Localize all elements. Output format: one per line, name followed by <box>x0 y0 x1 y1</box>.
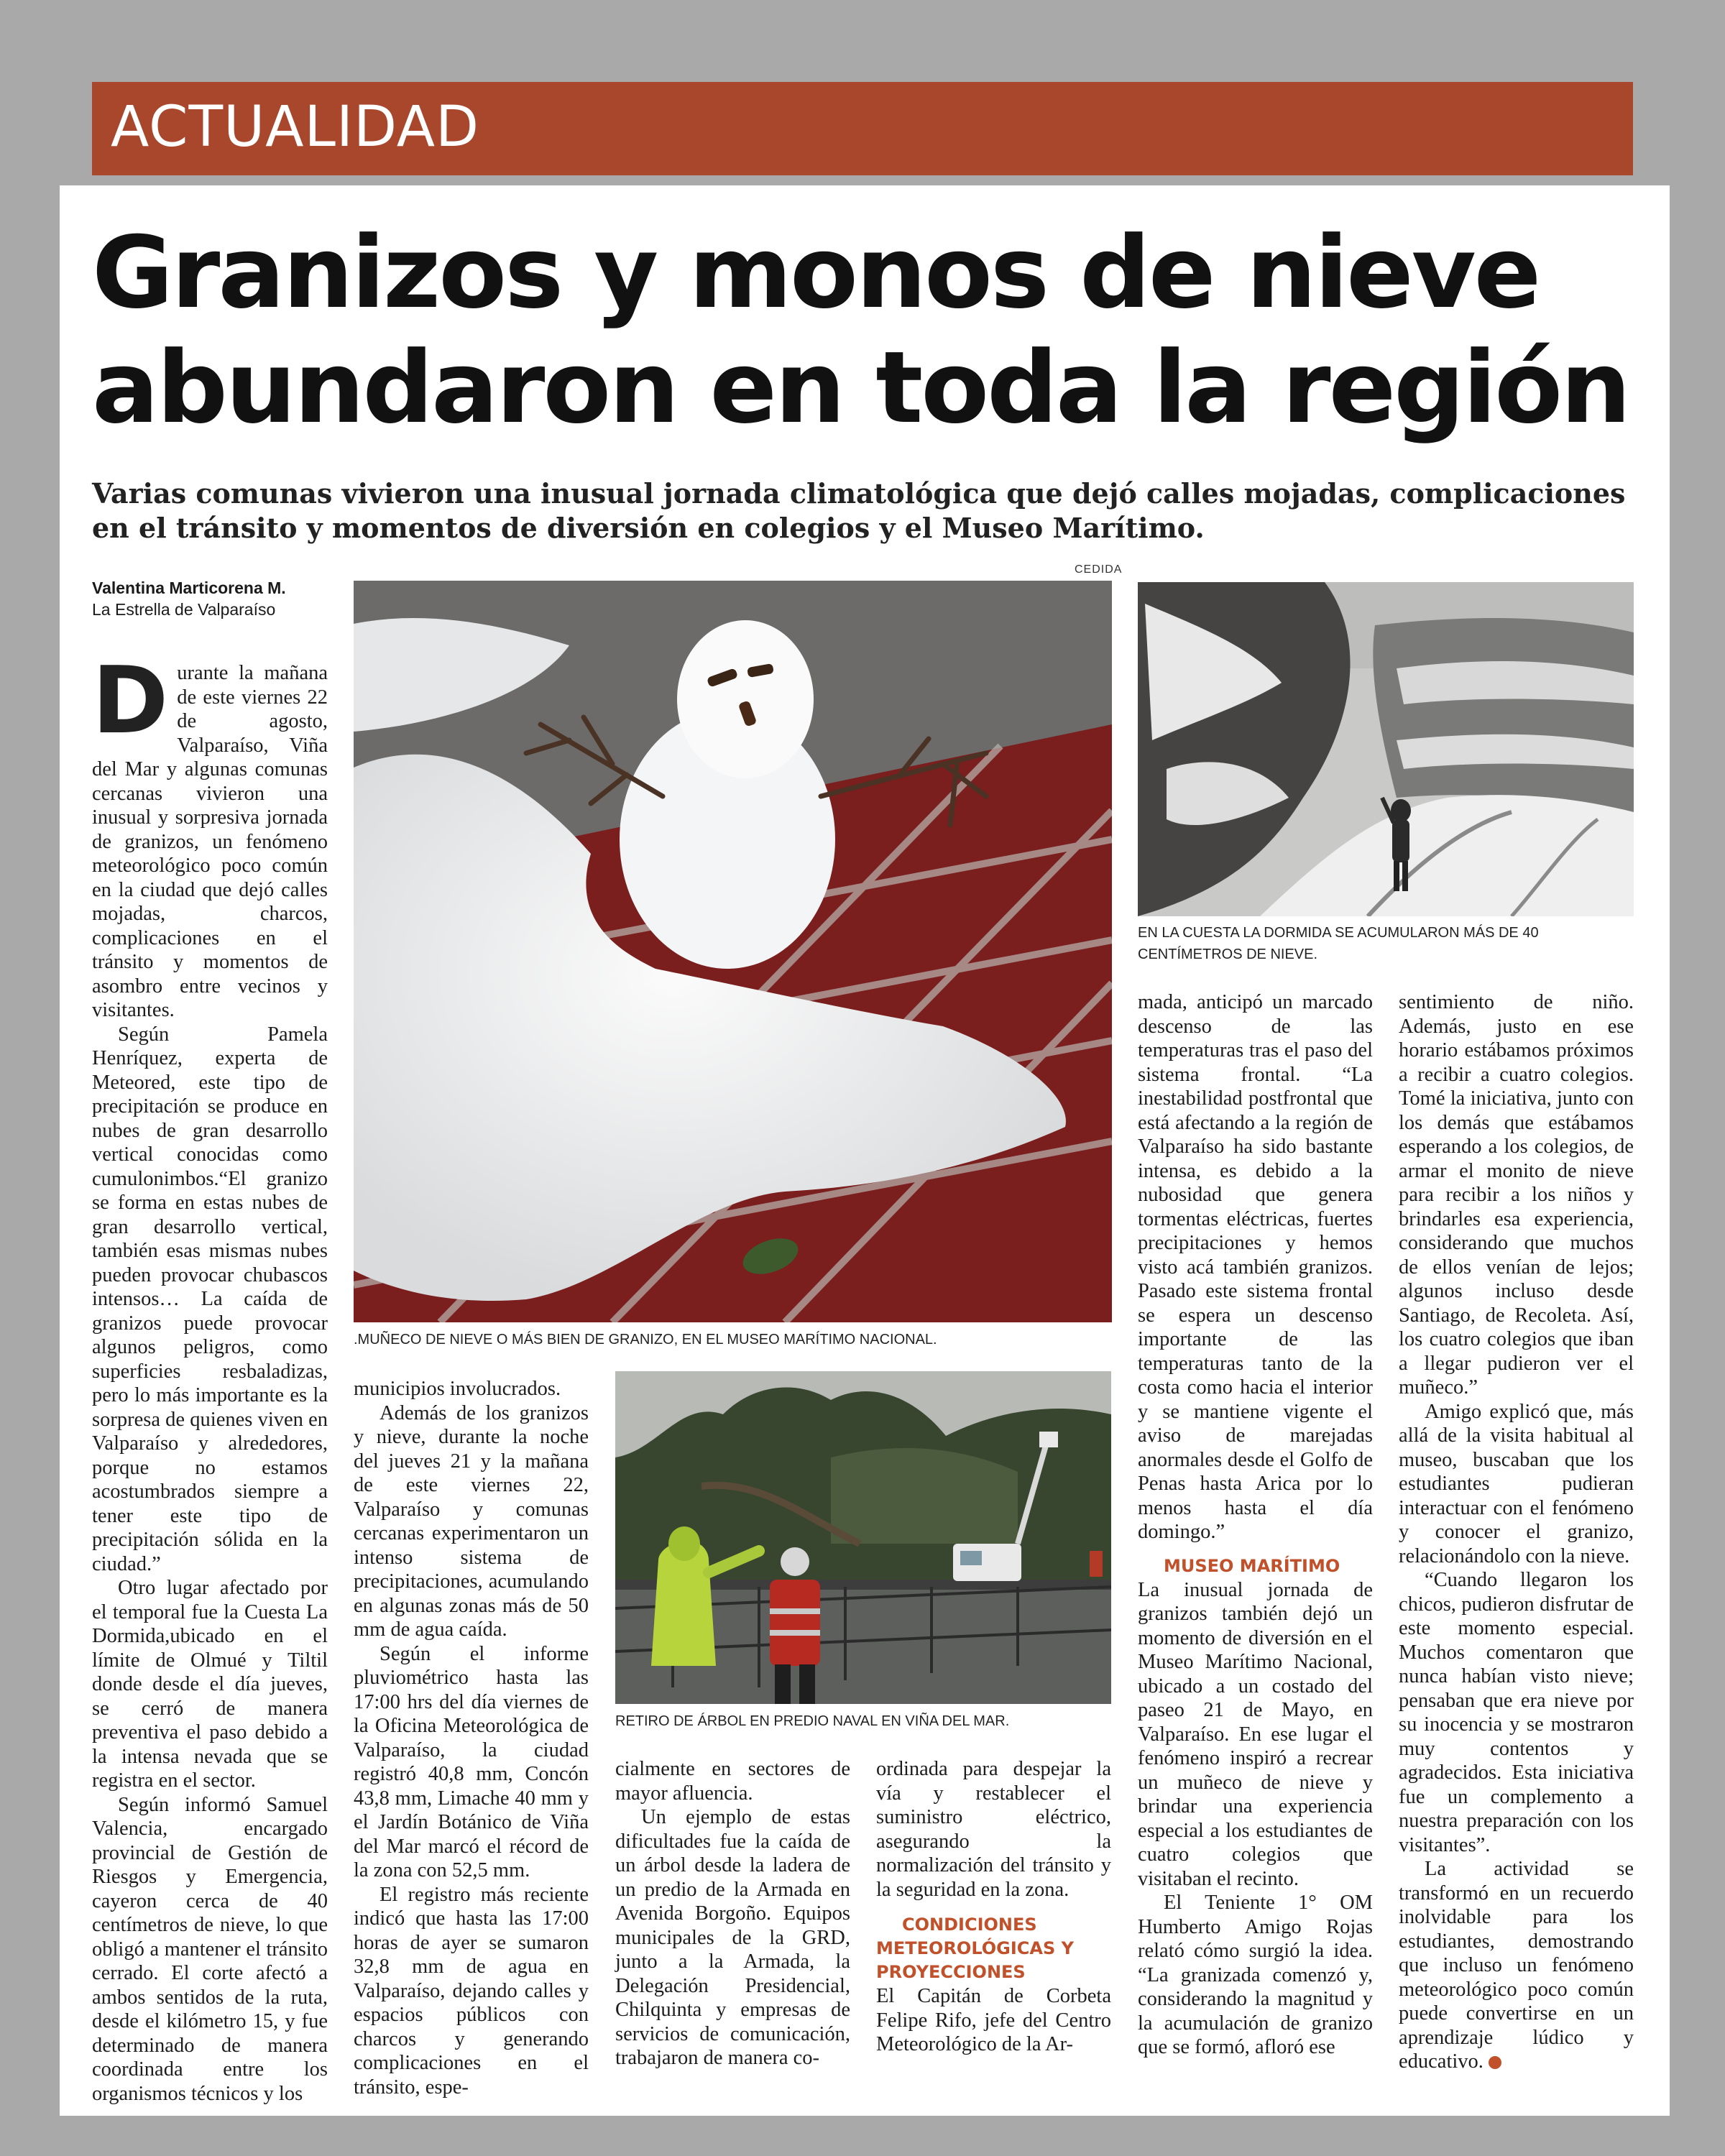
subhead-condiciones: CONDICIONES METEOROLÓGICAS Y PROYECCIONES <box>876 1915 1075 1982</box>
headline-line-2: abundaron en toda la región <box>92 330 1629 446</box>
paragraph-lead <box>92 648 328 1023</box>
paragraph: La inusual jornada de granizos también dejó un momento de diversión en el Museo Marítimo Nacional, ubicado a un costado del paseo 21 de Mayo, en Valparaíso. En ese lugar el fenómeno inspiró a recrear un muñeco de nieve y brindar una experiencia especial a los estudiantes de cuatro colegios que visitaban el recinto. <box>1138 1578 1373 1890</box>
section-bar <box>92 82 1633 175</box>
paragraph: cialmente en sectores de mayor afluencia. <box>615 1758 850 1805</box>
body-column-5 <box>1138 990 1373 2060</box>
tree-caption: RETIRO DE ÁRBOL EN PREDIO NAVAL EN VIÑA DEL MAR. <box>615 1713 1010 1729</box>
paragraph: El Teniente 1° OM Humberto Amigo Rojas relató cómo surgió la idea. “La granizada comenzó y, considerando la magnitud y la acumulación de granizo que se formó, afloró ese <box>1138 1892 1373 2058</box>
paragraph: municipios involucrados. <box>354 1378 561 1400</box>
body-column-4 <box>876 1757 1111 2057</box>
headline-line-1: Granizos y monos de nieve <box>92 215 1540 331</box>
paragraph: Según el informe pluviométrico hasta las 17:00 hrs del día viernes de la Oficina Meteorológica de Valparaíso, la ciudad registró 40,8 mm, Concón 43,8 mm, Limache 40 mm y el Jardín Botánico de Viña del Mar marcó el récord de la zona con 52,5 mm. <box>354 1642 589 1881</box>
deck: Varias comunas vivieron una inusual jornada climatológica que dejó calles mojadas, complicaciones en el tránsito y momentos de diversión en colegios y el Museo Marítimo. <box>92 477 1626 544</box>
snowman-photo <box>354 581 1112 1322</box>
paragraph: Según Pamela Henríquez, experta de Meteored, este tipo de precipitación se produce en nubes de gran desarrollo vertical conocidas como cumulonimbos.“El granizo se forma en estas nubes de gran desarrollo vertical, también esas mismas nubes pueden provocar chubascos intensos… La caída de granizos puede provocar algunos peligros, como superficies resbaladizas, pero lo más importante es la sorpresa de quienes viven en Valparaíso y alrededores, porque no estamos acostumbrados siempre a tener este tipo de precipitación sólida en la ciudad.” <box>92 1023 328 1575</box>
dropcap: D <box>92 648 169 755</box>
section-label: ACTUALIDAD <box>111 95 480 160</box>
end-mark-icon: ✪ <box>1489 2056 1501 2069</box>
paragraph: Además de los granizos y nieve, durante la noche del jueves 21 y la mañana de este viernes 22, Valparaíso y comunas cercanas experimentaron un intenso sistema de precipitaciones, acumulando en algunas zonas más de 50 mm de agua caída. <box>354 1401 589 1641</box>
photo-credit: CEDIDA <box>1075 563 1123 576</box>
cuesta-photo <box>1138 582 1634 916</box>
paragraph: “Cuando llegaron los chicos, pudieron disfrutar de este momento especial. Muchos comentaron que nunca habían visto nieve; pensaban que era nieve por su inocencia y se mostraron muy contentos y agradecidos. Esta iniciativa fue un complemento a nuestra preparación con los visitantes”. <box>1399 1569 1634 1856</box>
body-column-2 <box>354 1377 589 2099</box>
paragraph: mada, anticipó un marcado descenso de las temperaturas tras el paso del sistema frontal. “La inestabilidad postfrontal que está afectando a la región de Valparaíso ha sido bastante intensa, es debido a la nubosidad que genera tormentas eléctricas, fuertes precipitaciones y hemos visto acá también granizos. Pasado este sistema frontal se espera un descenso importante de las temperaturas tanto de la costa como hacia el interior y se mantiene vigente el aviso de marejadas anormales desde el Golfo de Penas hasta Arica por lo menos hasta el día domingo.” <box>1138 991 1373 1543</box>
paragraph: ordinada para despejar la vía y restablecer el suministro eléctrico, asegurando la normalización del tránsito y la seguridad en la zona. <box>876 1758 1111 1901</box>
lead-text: urante la mañana de este viernes 22 de agosto, Valparaíso, Viña del Mar y algunas comunas cercanas vivieron una inusual y sorpresiva jornada de granizos, un fenómeno meteorológico poco común en la ciudad que dejó calles mojadas, charcos, complicaciones en el tránsito y momentos de asombro entre vecinos y visitantes. <box>92 662 328 1021</box>
byline <box>92 577 286 620</box>
body-column-6 <box>1399 990 1634 2074</box>
paragraph: Amigo explicó que, más allá de la visita habitual al museo, buscaban que los estudiantes pudieran interactuar con el fenómeno y conocer el granizo, relacionándolo con la nieve. <box>1399 1400 1634 1567</box>
paragraph: sentimiento de niño. Además, justo en ese horario estábamos próximos a recibir a cuatro colegios. Tomé la iniciativa, junto con los demás que estábamos esperando a los colegios, de armar el monito de nieve para recibir a los niños y brindarles esa experiencia, considerando que muchos de ellos venían de lejos; algunos incluso desde Santiago, de Recoleta. Así, los cuatro colegios que iban a llegar pudieron ver el muñeco.” <box>1399 991 1634 1399</box>
headline <box>92 216 1637 446</box>
paragraph-final: La actividad se transformó en un recuerdo inolvidable para los estudiantes, demostrando que incluso un fenómeno meteorológico poco común puede convertirse en un aprendizaje lúdico y educativo. ✪ <box>1399 1858 1634 2073</box>
paragraph: Según informó Samuel Valencia, encargado provincial de Gestión de Riesgos y Emergencia, cayeron cerca de 40 centímetros de nieve, lo que obligó a mantener el tránsito cerrado. El corte afectó a ambos sentidos de la ruta, desde el kilómetro 15, y fue determinado de manera coordinada entre los organismos técnicos y los <box>92 1793 328 2105</box>
paragraph: Otro lugar afectado por el temporal fue la Cuesta La Dormida,ubicado en el límite de Olmué y Tiltil donde desde el día jueves, se cerró de manera preventiva el paso debido a la intensa nevada que se registra en el sector. <box>92 1577 328 1792</box>
byline-outlet: La Estrella de Valparaíso <box>92 600 276 619</box>
paragraph: El Capitán de Corbeta Felipe Rifo, jefe del Centro Meteorológico de la Ar- <box>876 1985 1111 2055</box>
paragraph: El registro más reciente indicó que hasta las 17:00 horas de ayer se sumaron 32,8 mm de agua en Valparaíso, dejando calles y espacios públicos con charcos y generando complicaciones en el tránsito, espe- <box>354 1883 589 2099</box>
paragraph: Un ejemplo de estas dificultades fue la caída de un árbol desde la ladera de un predio de la Armada en Avenida Borgoño. Equipos municipales de la GRD, junto a la Armada, la Delegación Presidencial, Chilquinta y empresas de servicios de comunicación, trabajaron de manera co- <box>615 1806 850 2069</box>
body-column-1 <box>92 648 328 2106</box>
body-column-3 <box>615 1757 850 2070</box>
subhead-museo: MUSEO MARÍTIMO <box>1164 1555 1340 1576</box>
byline-author: Valentina Marticorena M. <box>92 579 286 597</box>
cuesta-caption: EN LA CUESTA LA DORMIDA SE ACUMULARON MÁS DE 40 CENTÍMETROS DE NIEVE. <box>1138 925 1539 962</box>
snowman-caption: .MUÑECO DE NIEVE O MÁS BIEN DE GRANIZO, EN EL MUSEO MARÍTIMO NACIONAL. <box>354 1332 937 1348</box>
tree-photo <box>615 1371 1111 1704</box>
